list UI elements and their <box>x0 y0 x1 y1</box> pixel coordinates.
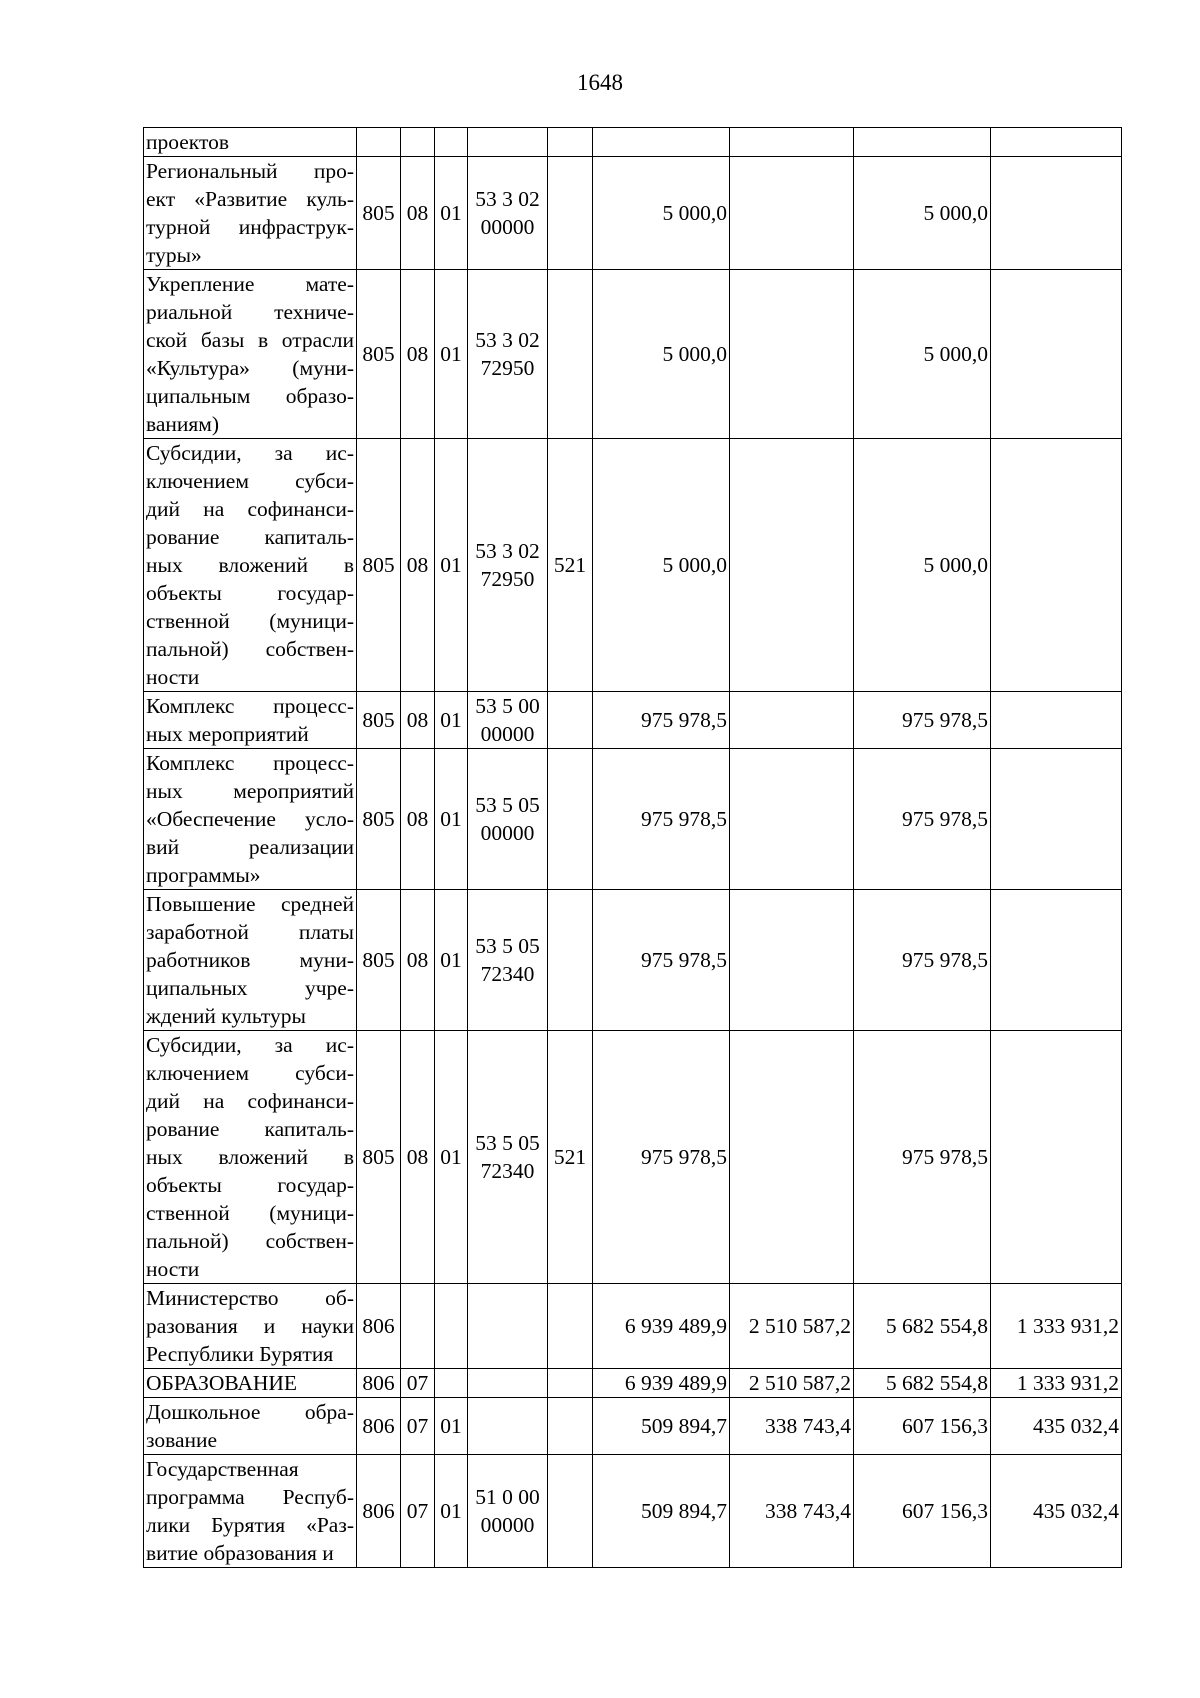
description-line: лики Бурятия «Раз- <box>146 1513 354 1537</box>
cell-rz: 08 <box>401 692 435 749</box>
cell-amount-2 <box>730 128 854 157</box>
cell-gr: 805 <box>357 1031 401 1284</box>
cell-amount-2 <box>730 1031 854 1284</box>
cell-gr: 805 <box>357 157 401 270</box>
description-line: турной инфраструк- <box>146 215 354 239</box>
cell-description <box>144 1398 357 1455</box>
cell-csr <box>468 1455 548 1568</box>
cell-amount-2 <box>730 157 854 270</box>
description-line: Субсидии, за ис- <box>146 441 354 465</box>
table-row <box>144 270 1122 439</box>
description-line: рование капиталь- <box>146 1117 354 1141</box>
description-line: ципальным образо- <box>146 384 354 408</box>
description-line: Республики Бурятия <box>146 1342 334 1366</box>
description-line: рование капиталь- <box>146 525 354 549</box>
cell-amount-2 <box>730 439 854 692</box>
cell-amount-4 <box>991 128 1122 157</box>
description-line: заработной платы <box>146 920 354 944</box>
description-line: риальной техниче- <box>146 300 354 324</box>
description-line: объекты государ- <box>146 581 354 605</box>
description-line: пальной) собствен- <box>146 1229 354 1253</box>
cell-vr <box>548 890 593 1031</box>
cell-pr: 01 <box>435 1398 468 1455</box>
cell-rz: 08 <box>401 749 435 890</box>
cell-amount-1: 5 000,0 <box>593 270 730 439</box>
cell-gr: 805 <box>357 749 401 890</box>
cell-amount-2 <box>730 890 854 1031</box>
cell-pr: 01 <box>435 1031 468 1284</box>
cell-gr: 806 <box>357 1455 401 1568</box>
cell-description <box>144 692 357 749</box>
cell-amount-4: 435 032,4 <box>991 1455 1122 1568</box>
table-row <box>144 439 1122 692</box>
cell-amount-3: 975 978,5 <box>854 1031 991 1284</box>
cell-pr <box>435 128 468 157</box>
cell-pr <box>435 1284 468 1369</box>
cell-pr: 01 <box>435 890 468 1031</box>
description-line: ственной (муници- <box>146 1201 354 1225</box>
cell-pr: 01 <box>435 439 468 692</box>
cell-amount-2 <box>730 692 854 749</box>
cell-vr <box>548 1398 593 1455</box>
cell-csr <box>468 692 548 749</box>
description-line: витие образования и <box>146 1541 334 1565</box>
csr-line: 53 5 05 <box>475 934 540 958</box>
cell-rz: 08 <box>401 1031 435 1284</box>
cell-amount-1 <box>593 128 730 157</box>
description-line: ных мероприятий <box>146 779 354 803</box>
cell-gr: 805 <box>357 270 401 439</box>
cell-pr: 01 <box>435 157 468 270</box>
description-line: ственной (муници- <box>146 609 354 633</box>
cell-amount-3 <box>854 128 991 157</box>
description-line: Министерство об- <box>146 1286 354 1310</box>
cell-description <box>144 1031 357 1284</box>
cell-csr <box>468 1031 548 1284</box>
description-line: ключением субси- <box>146 469 354 493</box>
description-line: ных вложений в <box>146 553 354 577</box>
cell-description <box>144 270 357 439</box>
cell-amount-4: 1 333 931,2 <box>991 1284 1122 1369</box>
cell-csr <box>468 270 548 439</box>
cell-amount-1: 5 000,0 <box>593 157 730 270</box>
description-line: «Обеспечение усло- <box>146 807 354 831</box>
description-line: ждений культуры <box>146 1004 306 1028</box>
description-line: ных вложений в <box>146 1145 354 1169</box>
description-line: Комплекс процесс- <box>146 751 354 775</box>
description-line: программы» <box>146 863 261 887</box>
cell-vr <box>548 1369 593 1398</box>
cell-amount-3: 5 000,0 <box>854 157 991 270</box>
description-line: ект «Развитие куль- <box>146 187 354 211</box>
cell-csr <box>468 1369 548 1398</box>
table-row <box>144 128 1122 157</box>
description-line: Повышение средней <box>146 892 354 916</box>
cell-amount-1: 6 939 489,9 <box>593 1369 730 1398</box>
cell-amount-4 <box>991 270 1122 439</box>
cell-amount-1: 975 978,5 <box>593 749 730 890</box>
csr-line: 51 0 00 <box>475 1485 540 1509</box>
cell-description <box>144 890 357 1031</box>
csr-line: 53 3 02 <box>475 328 540 352</box>
description-line: ваниям) <box>146 412 220 436</box>
csr-line: 72340 <box>480 962 535 986</box>
description-line: ципальных учре- <box>146 976 354 1000</box>
csr-line: 00000 <box>480 1513 535 1537</box>
csr-line: 00000 <box>480 722 535 746</box>
description-line: Укрепление мате- <box>146 272 354 296</box>
page-number: 1648 <box>577 70 623 95</box>
description-line: туры» <box>146 243 202 267</box>
cell-csr <box>468 1284 548 1369</box>
cell-amount-3: 607 156,3 <box>854 1398 991 1455</box>
cell-description <box>144 1455 357 1568</box>
cell-gr: 806 <box>357 1369 401 1398</box>
cell-rz: 07 <box>401 1369 435 1398</box>
cell-description <box>144 439 357 692</box>
description-line: Дошкольное обра- <box>146 1400 354 1424</box>
csr-line: 00000 <box>480 215 535 239</box>
csr-line: 53 5 05 <box>475 793 540 817</box>
cell-pr: 01 <box>435 692 468 749</box>
cell-rz: 08 <box>401 270 435 439</box>
table-row <box>144 890 1122 1031</box>
cell-amount-1: 975 978,5 <box>593 692 730 749</box>
csr-line: 00000 <box>480 821 535 845</box>
cell-amount-1: 509 894,7 <box>593 1398 730 1455</box>
cell-rz: 08 <box>401 439 435 692</box>
description-line: Региональный про- <box>146 159 354 183</box>
cell-amount-4 <box>991 890 1122 1031</box>
table-row <box>144 1455 1122 1568</box>
cell-vr: 521 <box>548 1031 593 1284</box>
table-row <box>144 157 1122 270</box>
table-row <box>144 692 1122 749</box>
cell-amount-3: 5 000,0 <box>854 439 991 692</box>
cell-vr <box>548 1455 593 1568</box>
cell-rz: 08 <box>401 890 435 1031</box>
cell-amount-4 <box>991 439 1122 692</box>
description-line: дий на софинанси- <box>146 1089 354 1113</box>
description-line: ключением субси- <box>146 1061 354 1085</box>
cell-amount-3: 975 978,5 <box>854 890 991 1031</box>
cell-vr <box>548 128 593 157</box>
cell-pr: 01 <box>435 1455 468 1568</box>
cell-vr <box>548 157 593 270</box>
cell-amount-1: 5 000,0 <box>593 439 730 692</box>
cell-pr: 01 <box>435 270 468 439</box>
cell-rz: 07 <box>401 1455 435 1568</box>
cell-description <box>144 1284 357 1369</box>
csr-line: 53 5 00 <box>475 694 540 718</box>
cell-gr <box>357 128 401 157</box>
cell-amount-2 <box>730 270 854 439</box>
cell-description <box>144 157 357 270</box>
cell-amount-1: 509 894,7 <box>593 1455 730 1568</box>
cell-description <box>144 128 357 157</box>
cell-description <box>144 749 357 890</box>
description-line: ности <box>146 1257 200 1281</box>
description-line: объекты государ- <box>146 1173 354 1197</box>
cell-amount-3: 607 156,3 <box>854 1455 991 1568</box>
cell-csr <box>468 157 548 270</box>
csr-line: 53 3 02 <box>475 539 540 563</box>
cell-amount-2: 338 743,4 <box>730 1455 854 1568</box>
description-line: вий реализации <box>146 835 354 859</box>
description-line: дий на софинанси- <box>146 497 354 521</box>
cell-rz: 07 <box>401 1398 435 1455</box>
cell-csr <box>468 128 548 157</box>
cell-vr: 521 <box>548 439 593 692</box>
cell-gr: 805 <box>357 692 401 749</box>
cell-pr: 01 <box>435 749 468 890</box>
csr-line: 72950 <box>480 567 535 591</box>
description-line: «Культура» (муни- <box>146 356 354 380</box>
cell-gr: 805 <box>357 439 401 692</box>
cell-amount-2: 2 510 587,2 <box>730 1369 854 1398</box>
table-row <box>144 1369 1122 1398</box>
cell-amount-3: 5 682 554,8 <box>854 1369 991 1398</box>
cell-rz <box>401 1284 435 1369</box>
cell-amount-3: 5 000,0 <box>854 270 991 439</box>
cell-csr <box>468 1398 548 1455</box>
table-row <box>144 1031 1122 1284</box>
description-line: работников муни- <box>146 948 354 972</box>
cell-csr <box>468 439 548 692</box>
cell-amount-3: 975 978,5 <box>854 749 991 890</box>
description-line: ОБРАЗОВАНИЕ <box>146 1371 298 1395</box>
cell-amount-2: 2 510 587,2 <box>730 1284 854 1369</box>
cell-csr <box>468 749 548 890</box>
cell-vr <box>548 749 593 890</box>
description-line: Государственная <box>146 1457 299 1481</box>
description-line: проектов <box>146 130 229 154</box>
csr-line: 72950 <box>480 356 535 380</box>
csr-line: 53 3 02 <box>475 187 540 211</box>
cell-rz: 08 <box>401 157 435 270</box>
cell-amount-4: 435 032,4 <box>991 1398 1122 1455</box>
description-line: разования и науки <box>146 1314 354 1338</box>
cell-amount-4 <box>991 1031 1122 1284</box>
cell-amount-3: 5 682 554,8 <box>854 1284 991 1369</box>
cell-amount-2: 338 743,4 <box>730 1398 854 1455</box>
description-line: ской базы в отрасли <box>146 328 354 352</box>
cell-amount-4 <box>991 749 1122 890</box>
csr-line: 53 5 05 <box>475 1131 540 1155</box>
description-line: пальной) собствен- <box>146 637 354 661</box>
description-line: ных мероприятий <box>146 722 309 746</box>
cell-gr: 806 <box>357 1398 401 1455</box>
description-line: зование <box>146 1428 218 1452</box>
budget-table <box>143 127 1122 1568</box>
table-row <box>144 749 1122 890</box>
cell-amount-4: 1 333 931,2 <box>991 1369 1122 1398</box>
description-line: Субсидии, за ис- <box>146 1033 354 1057</box>
cell-amount-3: 975 978,5 <box>854 692 991 749</box>
description-line: программа Респуб- <box>146 1485 354 1509</box>
cell-rz <box>401 128 435 157</box>
table-row <box>144 1284 1122 1369</box>
description-line: Комплекс процесс- <box>146 694 354 718</box>
cell-gr: 805 <box>357 890 401 1031</box>
cell-gr: 806 <box>357 1284 401 1369</box>
cell-description <box>144 1369 357 1398</box>
cell-pr <box>435 1369 468 1398</box>
cell-amount-4 <box>991 157 1122 270</box>
cell-amount-1: 975 978,5 <box>593 1031 730 1284</box>
csr-line: 72340 <box>480 1159 535 1183</box>
cell-csr <box>468 890 548 1031</box>
cell-amount-4 <box>991 692 1122 749</box>
cell-amount-1: 975 978,5 <box>593 890 730 1031</box>
cell-amount-1: 6 939 489,9 <box>593 1284 730 1369</box>
description-line: ности <box>146 665 200 689</box>
cell-vr <box>548 270 593 439</box>
cell-vr <box>548 1284 593 1369</box>
cell-vr <box>548 692 593 749</box>
cell-amount-2 <box>730 749 854 890</box>
table-row <box>144 1398 1122 1455</box>
